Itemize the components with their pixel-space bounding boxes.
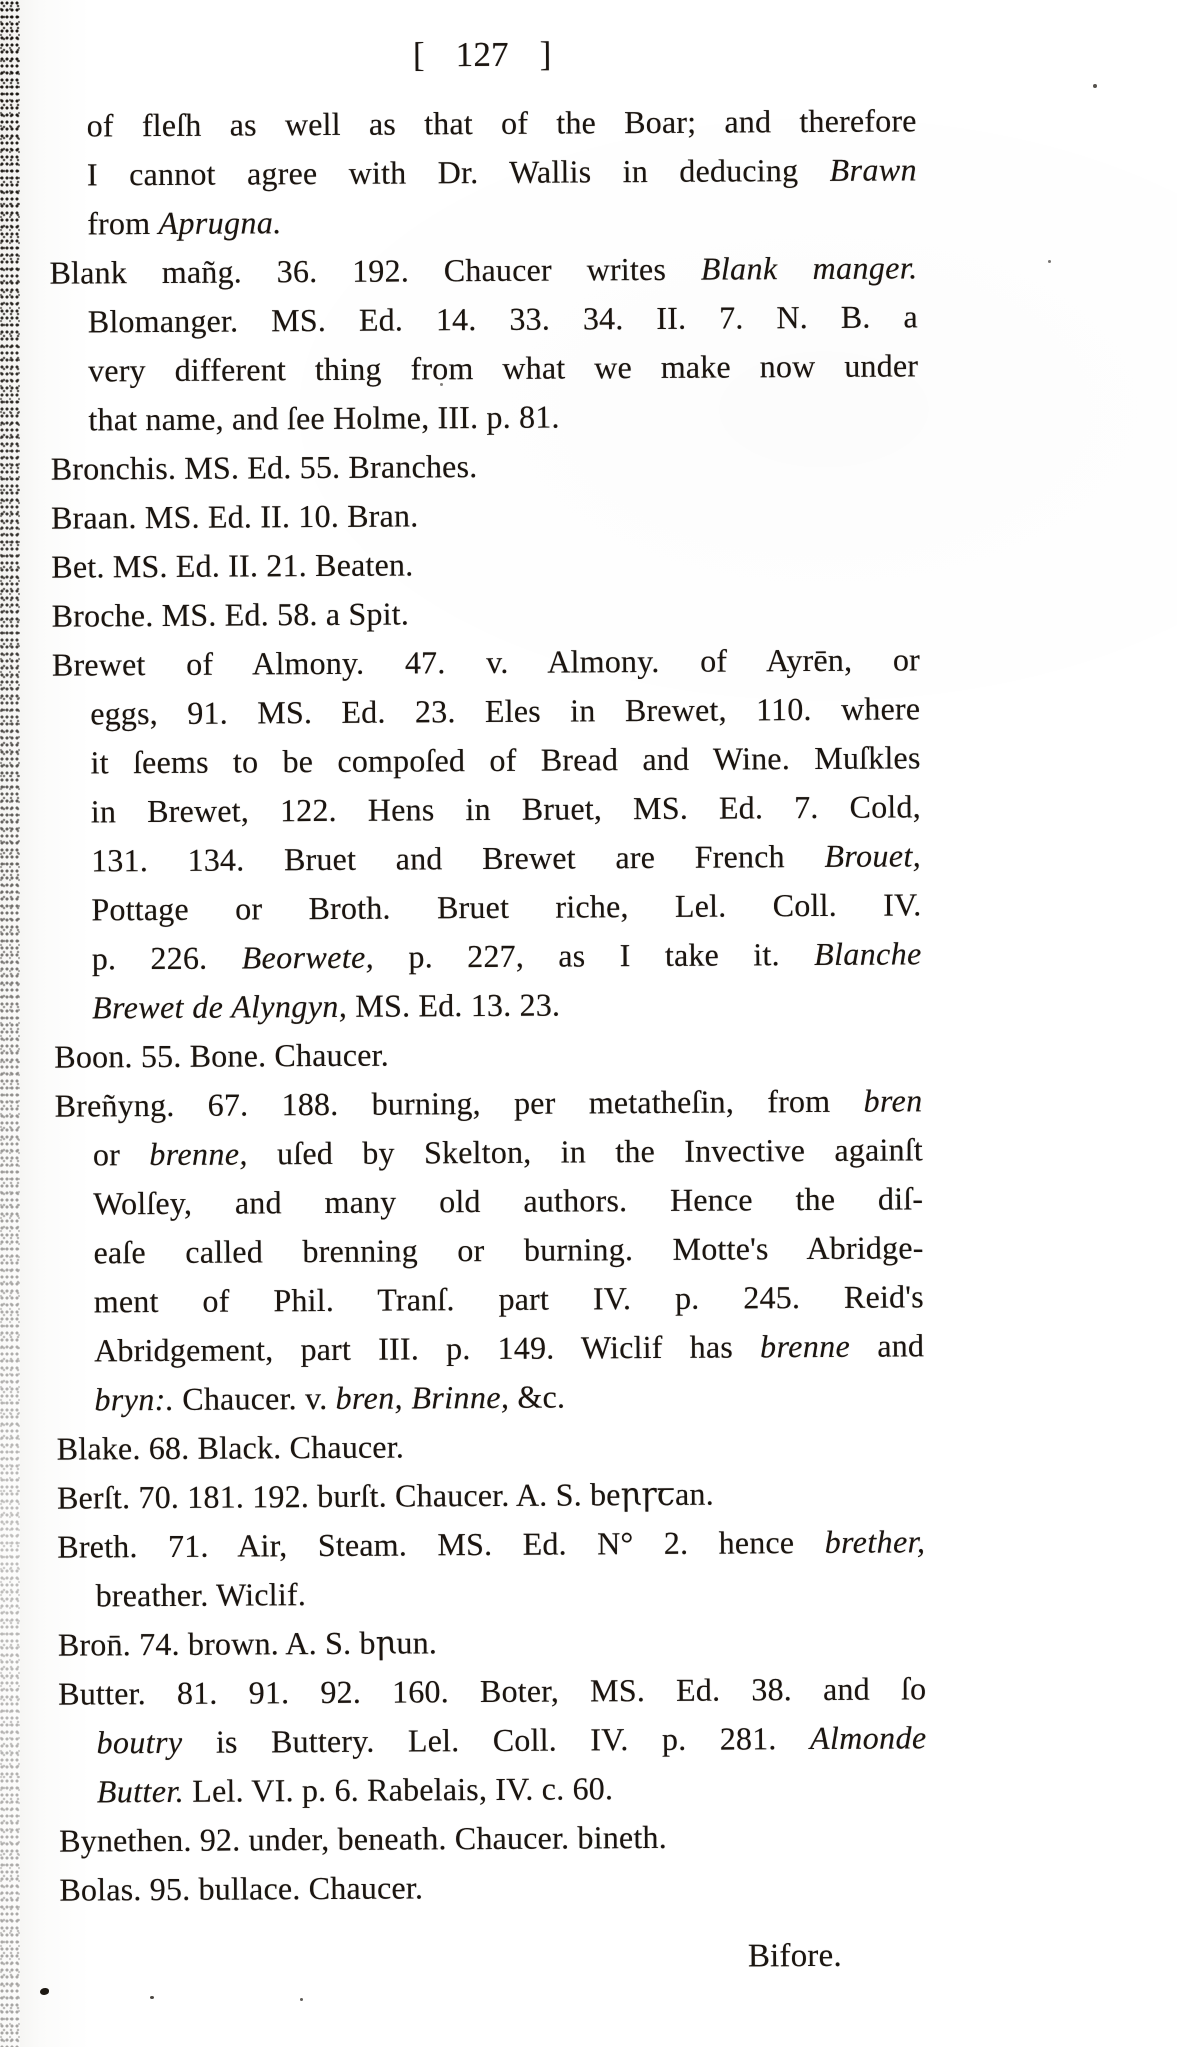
text-segment: Berſt. 70. 181. 192. burſt. Chaucer. A. S. beꞃꞅꞇan. bbox=[56, 1475, 714, 1516]
text-line bbox=[51, 488, 919, 542]
text-segment: Bynethen. 92. under, beneath. Chaucer. bineth. bbox=[59, 1818, 667, 1859]
text-segment: Bet. MS. Ed. II. 21. Beaten. bbox=[51, 546, 414, 585]
page-number: [ 127 ] bbox=[412, 34, 552, 75]
italic-text-segment: Blank manger. bbox=[700, 249, 918, 287]
text-segment: uſed by Skelton, in the Invective againſt bbox=[247, 1131, 924, 1172]
glossary-entry bbox=[51, 439, 919, 493]
text-segment: ment of Phil. Tranſ. part IV. p. 245. Reid's bbox=[93, 1278, 924, 1320]
text-segment: from bbox=[87, 204, 159, 242]
text-line bbox=[50, 390, 918, 444]
glossary-entry bbox=[51, 488, 919, 542]
catchword-row bbox=[60, 1931, 928, 1985]
italic-text-segment: bren, Brinne, bbox=[335, 1378, 510, 1416]
glossary-entry bbox=[58, 1615, 926, 1669]
text-line bbox=[56, 1321, 924, 1375]
glossary-entries bbox=[49, 96, 928, 1914]
text-line bbox=[49, 194, 917, 248]
italic-text-segment: Butter. bbox=[96, 1772, 185, 1810]
text-line bbox=[57, 1566, 925, 1620]
italic-text-segment: boutry bbox=[96, 1723, 183, 1761]
text-line bbox=[49, 243, 917, 297]
text-segment: Pottage or Broth. Bruet riche, Lel. Coll. IV. bbox=[91, 886, 922, 928]
text-line bbox=[55, 1125, 923, 1179]
text-segment: Breñyng. 67. 188. burning, per metatheſin, from bbox=[54, 1082, 864, 1124]
text-segment: Butter. 81. 91. 92. 160. Boter, MS. Ed. 38. and ſo bbox=[58, 1670, 927, 1712]
italic-text-segment: Aprugna. bbox=[158, 204, 282, 241]
text-segment: breather. Wiclif. bbox=[95, 1576, 307, 1614]
text-line bbox=[59, 1762, 927, 1816]
text-line bbox=[58, 1664, 926, 1718]
text-segment: it ſeems to be compoſed of Bread and Wine. Muſkles bbox=[90, 739, 921, 781]
italic-text-segment: Brawn bbox=[829, 151, 918, 188]
text-line bbox=[52, 733, 920, 787]
text-line bbox=[59, 1811, 927, 1865]
text-line bbox=[53, 880, 921, 934]
glossary-entry bbox=[58, 1664, 927, 1816]
text-line bbox=[56, 1370, 924, 1424]
italic-text-segment: Brouet, bbox=[824, 837, 922, 874]
text-segment: &c. bbox=[509, 1378, 566, 1415]
text-line bbox=[53, 782, 921, 836]
text-line bbox=[52, 635, 920, 689]
glossary-entry bbox=[57, 1468, 925, 1522]
text-line bbox=[54, 1027, 922, 1081]
text-line bbox=[58, 1615, 926, 1669]
italic-text-segment: bryn:. bbox=[94, 1380, 175, 1418]
text-segment: that name, and ſee Holme, III. p. 81. bbox=[88, 398, 560, 438]
ink-speck bbox=[1048, 260, 1051, 263]
italic-text-segment: Beorwete, bbox=[241, 938, 375, 976]
text-segment: in Brewet, 122. Hens in Bruet, MS. Ed. 7. Cold, bbox=[90, 788, 921, 830]
glossary-entry bbox=[57, 1517, 926, 1620]
text-segment: or bbox=[92, 1136, 150, 1173]
glossary-entry bbox=[57, 1419, 925, 1473]
text-line bbox=[50, 341, 918, 395]
text-segment: Braan. MS. Ed. II. 10. Bran. bbox=[50, 497, 419, 536]
catchword: Bifore. bbox=[747, 1937, 842, 1975]
text-segment: Bolas. 95. bullace. Chaucer. bbox=[59, 1869, 424, 1908]
text-line bbox=[55, 1223, 923, 1277]
text-segment: 131. 134. Bruet and Brewet are French bbox=[91, 837, 825, 879]
text-segment: MS. Ed. 13. 23. bbox=[347, 986, 561, 1024]
text-segment: Wolſey, and many old authors. Hence the diſ- bbox=[93, 1180, 924, 1222]
text-segment: p. 227, as I take it. bbox=[373, 935, 815, 975]
text-line bbox=[54, 978, 922, 1032]
page-number-header bbox=[48, 13, 916, 101]
text-segment: I cannot agree with Dr. Wallis in deducing bbox=[86, 151, 830, 193]
text-line bbox=[49, 96, 917, 150]
text-line bbox=[57, 1468, 925, 1522]
text-segment: very different thing from what we make now under bbox=[88, 347, 919, 389]
glossary-entry bbox=[52, 586, 920, 640]
page-text-block bbox=[48, 13, 928, 1985]
text-segment: Boon. 55. Bone. Chaucer. bbox=[54, 1036, 389, 1075]
text-segment: Bronchis. MS. Ed. 55. Branches. bbox=[50, 448, 478, 487]
glossary-entry bbox=[51, 537, 919, 591]
text-segment: Abridgement, part III. p. 149. Wiclif has bbox=[94, 1328, 761, 1369]
ink-speck bbox=[1093, 84, 1097, 88]
text-line bbox=[55, 1076, 923, 1130]
ink-speck bbox=[300, 1998, 303, 2001]
glossary-entry bbox=[54, 1027, 922, 1081]
text-segment: Blake. 68. Black. Chaucer. bbox=[56, 1428, 405, 1467]
glossary-entry bbox=[52, 635, 922, 1032]
text-segment: eaſe called brenning or burning. Motte's Abridge- bbox=[93, 1229, 924, 1271]
text-line bbox=[51, 439, 919, 493]
text-line bbox=[52, 684, 920, 738]
text-segment: Blomanger. MS. Ed. 14. 33. 34. II. 7. N. B. a bbox=[87, 298, 918, 340]
text-segment: Breth. 71. Air, Steam. MS. Ed. N° 2. hence bbox=[57, 1523, 825, 1565]
text-line bbox=[51, 537, 919, 591]
italic-text-segment: Almonde bbox=[809, 1719, 927, 1757]
text-segment: p. 226. bbox=[91, 939, 242, 977]
text-line bbox=[59, 1860, 927, 1914]
italic-text-segment: brenne bbox=[760, 1327, 851, 1365]
text-segment: Broche. MS. Ed. 58. a Spit. bbox=[51, 595, 410, 634]
text-line bbox=[56, 1272, 924, 1326]
glossary-entry bbox=[49, 243, 918, 444]
text-line bbox=[52, 586, 920, 640]
text-segment: Blank mañg. 36. 192. Chaucer writes bbox=[49, 250, 701, 291]
italic-text-segment: brenne, bbox=[149, 1135, 248, 1173]
text-line bbox=[53, 831, 921, 885]
text-line bbox=[58, 1713, 926, 1767]
ink-speck bbox=[150, 1996, 154, 1999]
italic-text-segment: brether, bbox=[824, 1523, 926, 1560]
text-segment: Lel. VI. p. 6. Rabelais, IV. c. 60. bbox=[183, 1770, 614, 1809]
text-segment: is Buttery. Lel. Coll. IV. p. 281. bbox=[182, 1720, 811, 1760]
glossary-entry bbox=[55, 1076, 925, 1424]
continued-paragraph bbox=[49, 96, 918, 248]
text-line bbox=[50, 292, 918, 346]
italic-text-segment: bren bbox=[863, 1082, 923, 1119]
text-segment: Chaucer. v. bbox=[174, 1379, 336, 1417]
text-segment: Bron̄. 74. brown. A. S. bꞃun. bbox=[57, 1624, 438, 1663]
text-segment: Brewet of Almony. 47. v. Almony. of Ayrēn, or bbox=[51, 641, 921, 683]
text-segment: eggs, 91. MS. Ed. 23. Eles in Brewet, 110. where bbox=[90, 690, 921, 732]
text-line bbox=[55, 1174, 923, 1228]
glossary-entry bbox=[59, 1860, 927, 1914]
italic-text-segment: Blanche bbox=[813, 935, 922, 972]
text-line bbox=[54, 929, 922, 983]
text-line bbox=[57, 1419, 925, 1473]
text-segment: and bbox=[850, 1327, 925, 1364]
text-segment: of fleſh as well as that of the Boar; and therefore bbox=[86, 102, 917, 144]
scan-binding-edge bbox=[0, 0, 20, 2047]
text-line bbox=[57, 1517, 925, 1571]
text-line bbox=[49, 145, 917, 199]
glossary-entry bbox=[59, 1811, 927, 1865]
ink-speck bbox=[40, 1988, 49, 1995]
italic-text-segment: Brewet de Alyngyn, bbox=[91, 987, 348, 1026]
